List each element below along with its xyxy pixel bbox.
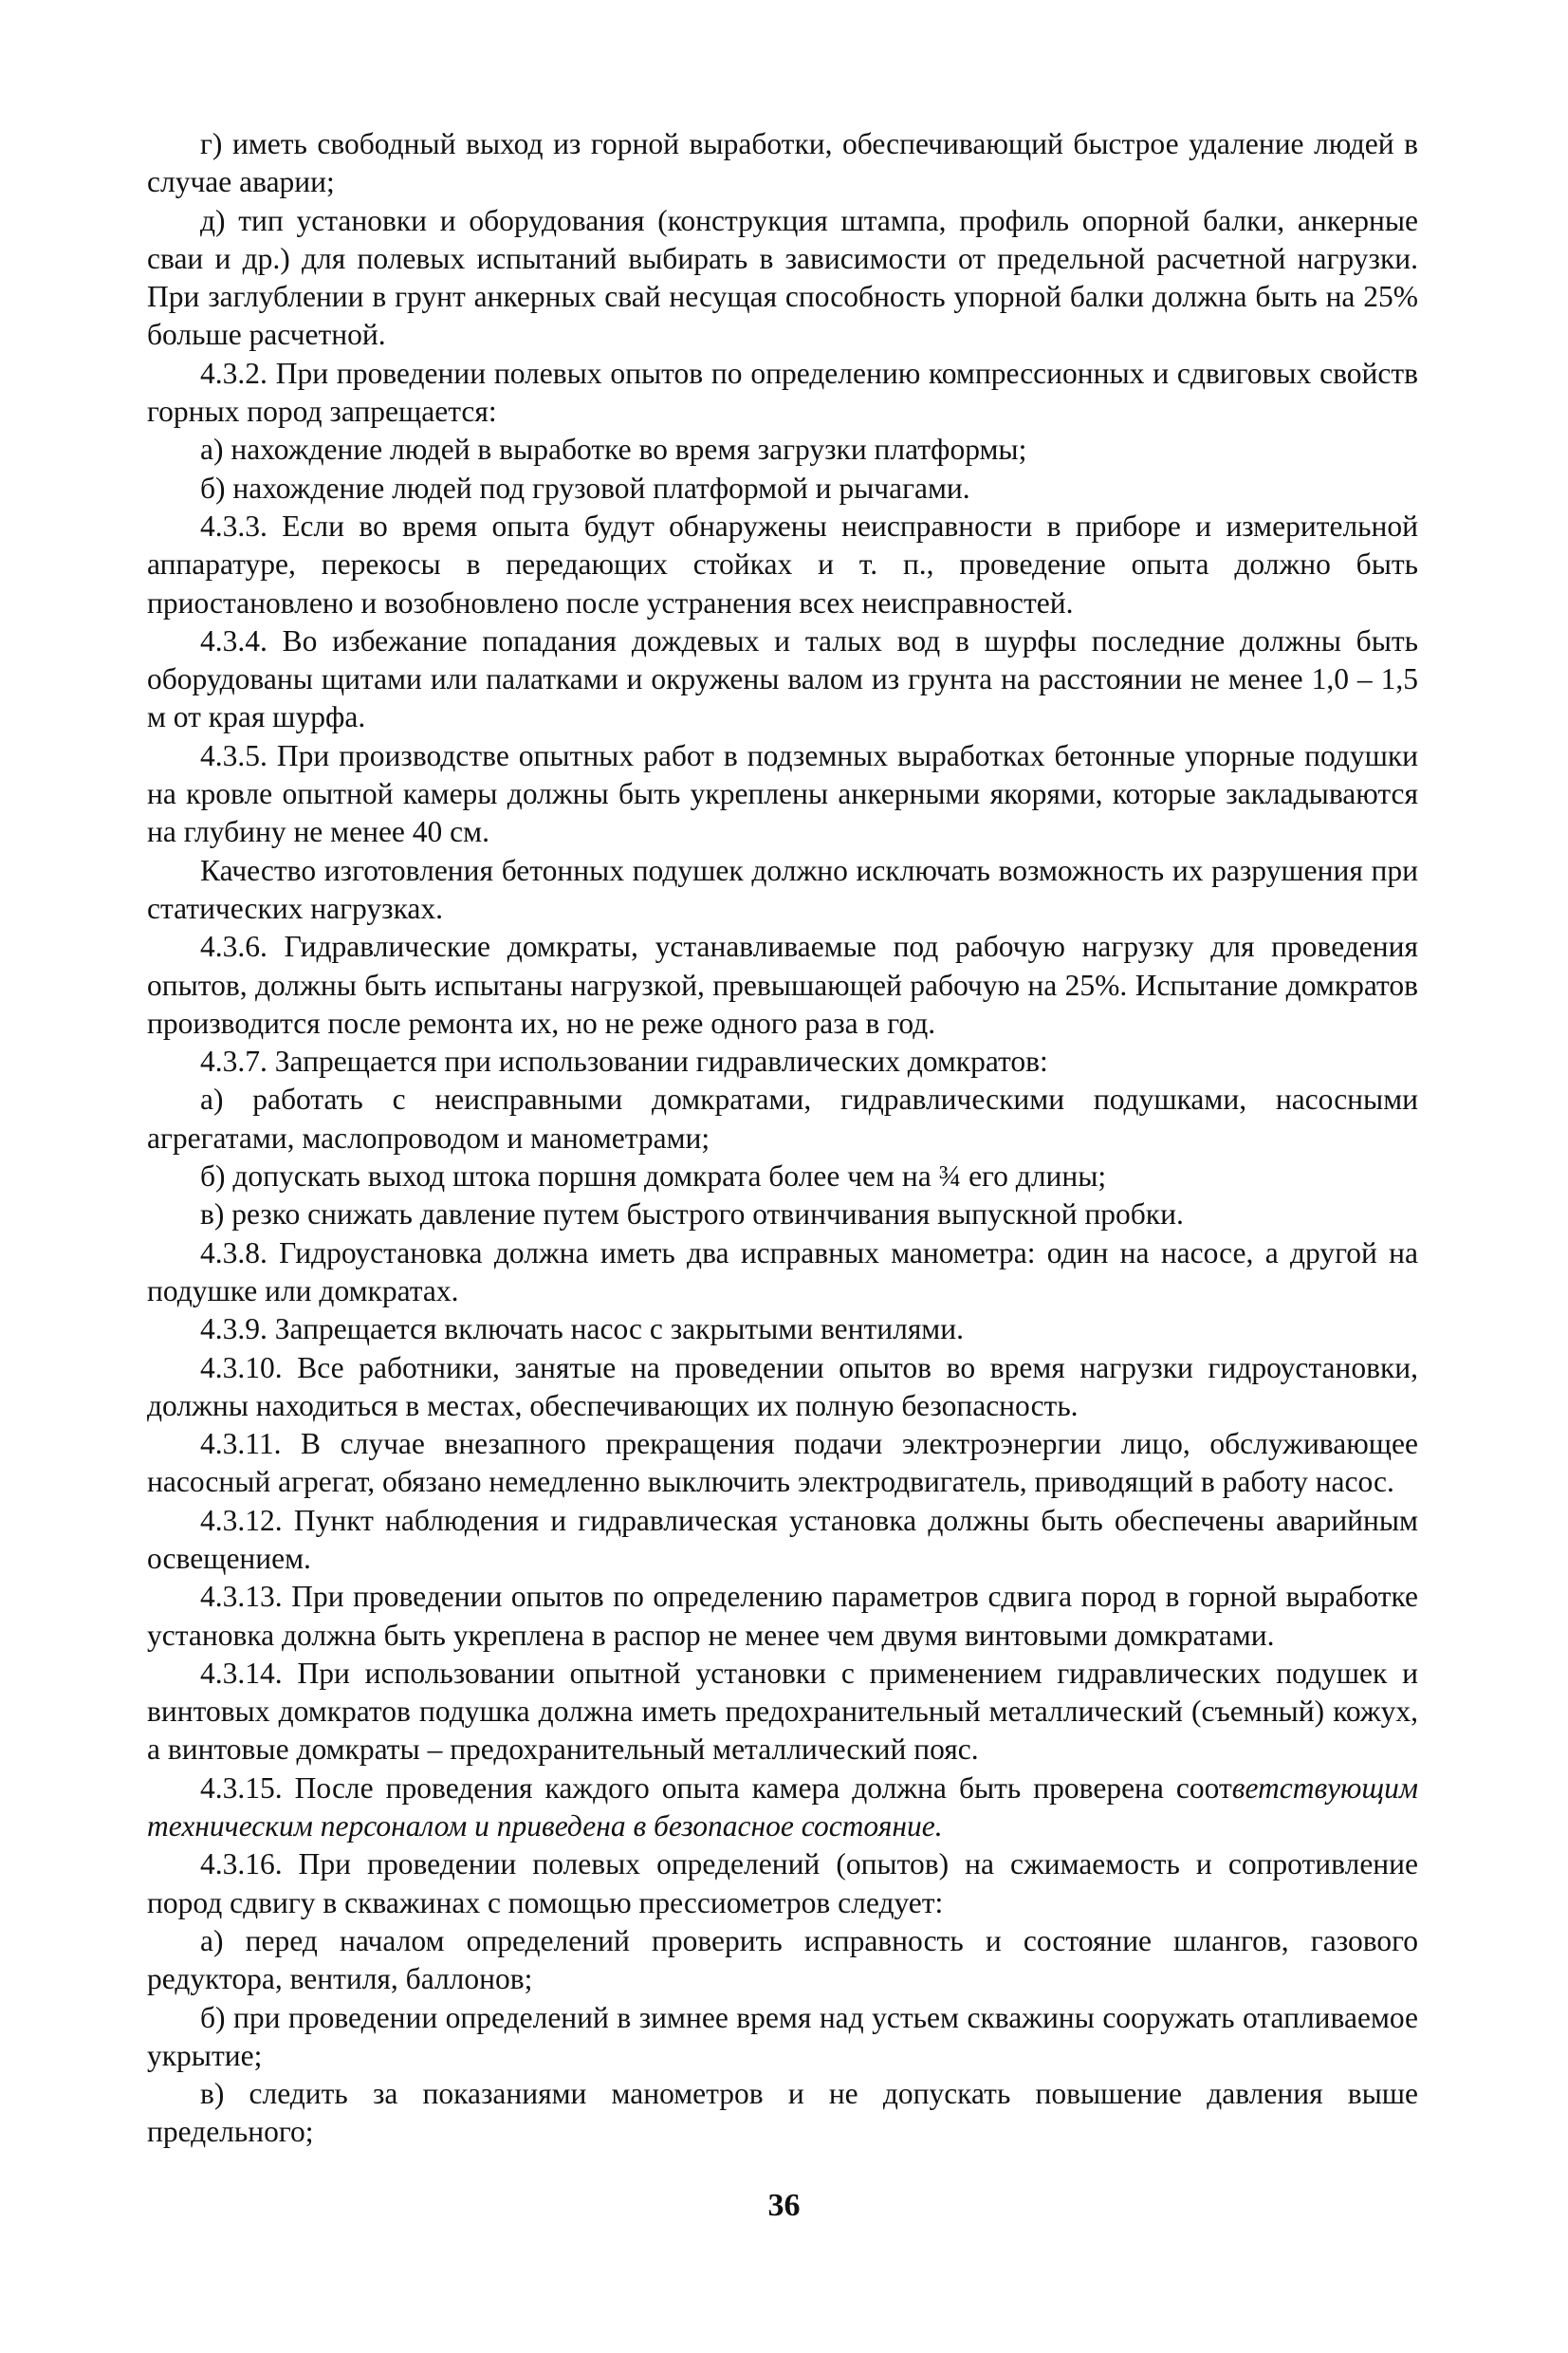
paragraph-4-3-12: 4.3.12. Пункт наблюдения и гидравлическая установка должны быть обеспечены аварийным освещением. xyxy=(147,1503,1418,1575)
paragraph-4-3-15-main: 4.3.15. После проведения каждого опыта камера должна быть проверена соот xyxy=(200,1770,1232,1805)
paragraph-4-3-13: 4.3.13. При проведении опытов по определению параметров сдвига пород в горной выработке установка должна быть укреплена в распор не менее чем двумя винтовыми домкратами. xyxy=(147,1580,1418,1652)
paragraph-4-3-16-b: б) при проведении определений в зимнее время над устьем скважины сооружать отапливаемое укрытие; xyxy=(147,2000,1418,2072)
paragraph-4-3-16-v: в) следить за показаниями манометров и не допускать повышение давления выше предельного; xyxy=(147,2077,1418,2149)
paragraph-4-3-7-v: в) резко снижать давление путем быстрого отвинчивания выпускной пробки. xyxy=(200,1197,1184,1232)
paragraph-4-3-2-b: б) нахождение людей под грузовой платформой и рычагами. xyxy=(200,471,970,505)
paragraph-4-3-2-a: а) нахождение людей в выработке во время загрузки платформы; xyxy=(200,433,1027,467)
paragraph-item-g: г) иметь свободный выход из горной выработки, обеспечивающий быстрое удаление людей в случае аварии; xyxy=(147,127,1418,199)
document-page xyxy=(147,125,1418,2152)
paragraph-4-3-14: 4.3.14. При использовании опытной установки с применением гидравлических подушек и винтовых домкратов подушка должна иметь предохранительный металлический (съемный) кожух, а винтовые домкраты – предохранительный металлический пояс. xyxy=(147,1656,1418,1767)
paragraph-4-3-5-quality: Качество изготовления бетонных подушек должно исключать возможность их разрушения при статических нагрузках. xyxy=(147,853,1418,925)
paragraph-4-3-16: 4.3.16. При проведении полевых определений (опытов) на сжимаемость и сопротивление пород сдвигу в скважинах с помощью прессиометров следует: xyxy=(147,1847,1418,1919)
paragraph-4-3-9: 4.3.9. Запрещается включать насос с закрытыми вентилями. xyxy=(200,1312,964,1346)
paragraph-4-3-4: 4.3.4. Во избежание попадания дождевых и талых вод в шурфы последние должны быть оборудованы щитами или палатками и окружены валом из грунта на расстоянии не менее 1,0 – 1,5 м от края шурфа. xyxy=(147,623,1418,734)
paragraph-4-3-10: 4.3.10. Все работники, занятые на проведении опытов во время нагрузки гидроустановки, должны находиться в местах, обеспечивающих их полную безопасность. xyxy=(147,1350,1418,1422)
paragraph-4-3-7-a: а) работать с неисправными домкратами, гидравлическими подушками, насосными агрегатами, маслопроводом и манометрами; xyxy=(147,1083,1418,1155)
paragraph-4-3-7: 4.3.7. Запрещается при использовании гидравлических домкратов: xyxy=(200,1045,1048,1079)
paragraph-4-3-11: 4.3.11. В случае внезапного прекращения подачи электроэнергии лицо, обслуживающее насосный агрегат, обязано немедленно выключить электродвигатель, приводящий в работу насос. xyxy=(147,1427,1418,1499)
page-number: 36 xyxy=(767,2188,801,2223)
paragraph-4-3-6: 4.3.6. Гидравлические домкраты, устанавливаемые под рабочую нагрузку для проведения опытов, должны быть испытаны нагрузкой, превышающей рабочую на 25%. Испытание домкратов производится после ремонта их, но не реже одного раза в год. xyxy=(147,930,1418,1040)
paragraph-4-3-8: 4.3.8. Гидроустановка должна иметь два исправных манометра: один на насосе, а другой на подушке или домкратах. xyxy=(147,1235,1418,1307)
paragraph-4-3-2: 4.3.2. При проведении полевых опытов по определению компрессионных и сдвиговых свойств горных пород запрещается: xyxy=(147,356,1418,429)
paragraph-4-3-16-a: а) перед началом определений проверить исправность и состояние шлангов, газового редуктора, вентиля, баллонов; xyxy=(147,1923,1418,1996)
paragraph-item-d: д) тип установки и оборудования (конструкция штампа, профиль опорной балки, анкерные сваи и др.) для полевых испытаний выбирать в зависимости от предельной расчетной нагрузки. При заглублении в грунт анкерных свай несущая способность упорной балки должна быть на 25% больше расчетной. xyxy=(147,203,1418,352)
paragraph-4-3-15-italic: ветствующим техническим персоналом и приведена в безопасное состояние. xyxy=(147,1770,1418,1843)
paragraph-4-3-15 xyxy=(147,1769,1418,1846)
paragraph-4-3-3: 4.3.3. Если во время опыта будут обнаружены неисправности в приборе и измерительной аппаратуре, перекосы в передающих стойках и т. п., проведение опыта должно быть приостановлено и возобновлено после устранения всех неисправностей. xyxy=(147,509,1418,620)
paragraph-4-3-5: 4.3.5. При производстве опытных работ в подземных выработках бетонные упорные подушки на кровле опытной камеры должны быть укреплены анкерными якорями, которые закладываются на глубину не менее 40 см. xyxy=(147,738,1418,849)
paragraph-4-3-7-b: б) допускать выход штока поршня домкрата более чем на ¾ его длины; xyxy=(200,1159,1107,1194)
